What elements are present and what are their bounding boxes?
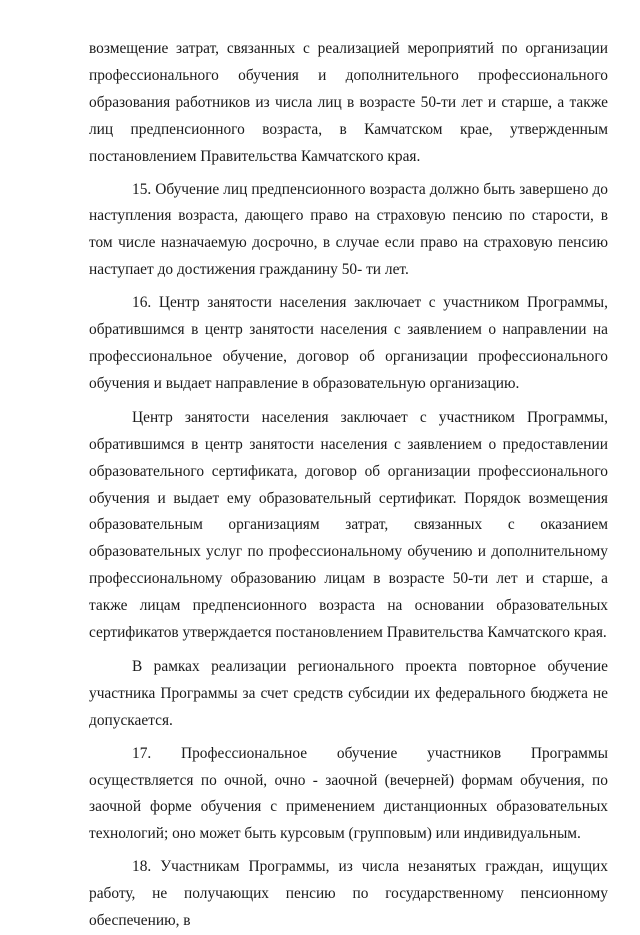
paragraph-17: 17. Профессиональное обучение участников Программы осуществляется по очной, очно - заочной (вечерней) формам обучения, по заочной форме обучения с применением дистанционных образовательных технологий; оно может быть курсовым (групповым) или индивидуальным. [89,744,608,843]
paragraph-16: 16. Центр занятости населения заключает с участником Программы, обратившимся в центр занятости населения с заявлением о направлении на профессиональное обучение, договор об организации профессионального обучения и выдает направление в образовательную организацию. [89,294,608,392]
paragraph-18: 18. Участникам Программы, из числа незанятых граждан, ищущих работу, не получающих пенсию по государственному пенсионному обеспечению, в [89,858,608,930]
paragraph-continuation: возмещение затрат, связанных с реализацией мероприятий по организации профессионального обучения и дополнительного профессионального образования работников из числа лиц в возрасте 50-ти лет и старше, а также лиц предпенсионного возраста, в Камчатском крае, утвержденным постановлением Правительства Камчатского края. [89,40,608,165]
paragraph-15: 15. Обучение лиц предпенсионного возраста должно быть завершено до наступления возраста, дающего право на страховую пенсию по старости, в том числе назначаемую досрочно, в случае если право на страховую пенсию наступает до достижения гражданину 50- ти лет. [89,180,608,279]
paragraph-certificate: Центр занятости населения заключает с участником Программы, обратившимся в центр занятости населения с заявлением о предоставлении образовательного сертификата, договор об организации профессионального обучения и выдает ему образовательный сертификат. Порядок возмещения образовательным организациям затрат, связанных с оказанием образовательных услуг по профессиональному обучению и дополнительному профессиональному образованию лицам в возрасте 50-ти лет и старше, а также лицам предпенсионного возраста на основании образовательных сертификатов утверждается постановлением Правительства Камчатского края. [89,408,608,642]
paragraph-repeat-training: В рамках реализации регионального проекта повторное обучение участника Программы за счет средств субсидии их федерального бюджета не допускается. [89,657,608,729]
